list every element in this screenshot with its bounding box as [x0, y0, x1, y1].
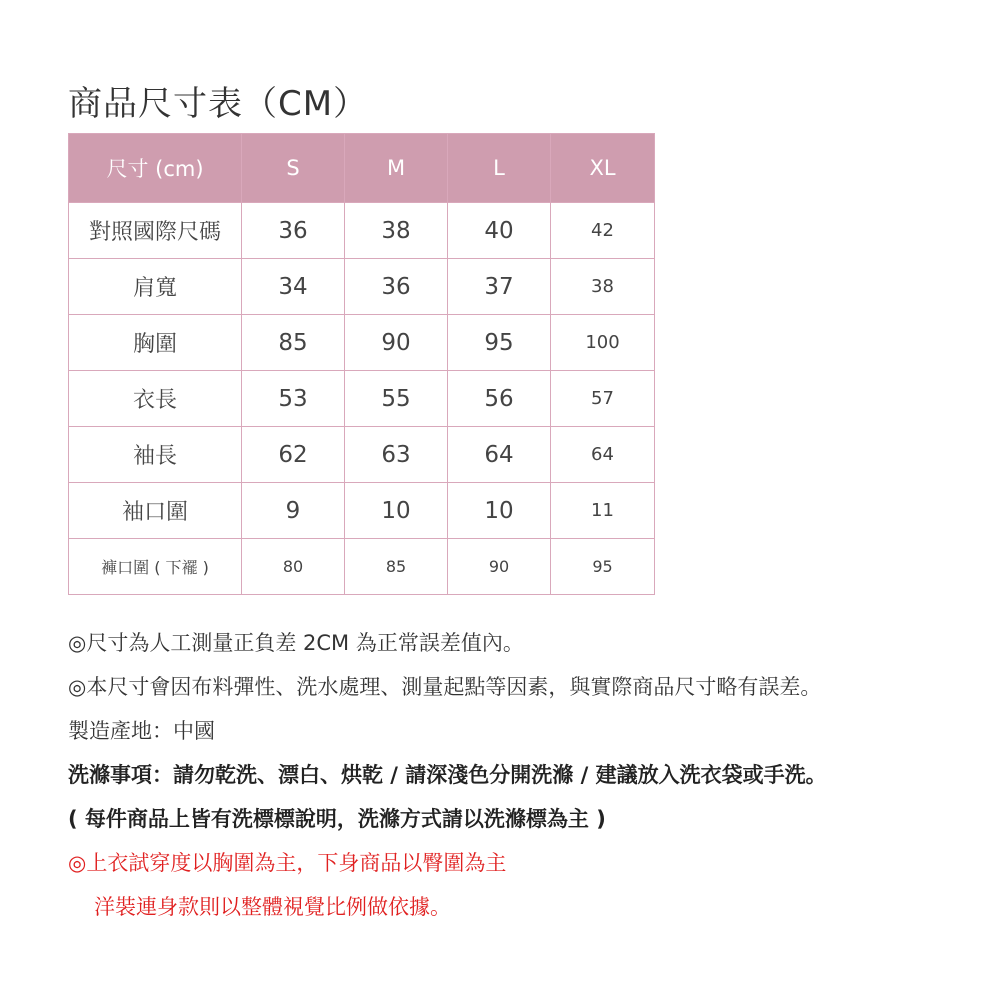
note-fabric-variance: ◎本尺寸會因布料彈性、洗水處理、測量起點等因素，與實際商品尺寸略有誤差。	[68, 675, 822, 699]
page-title: 商品尺寸表（CM）	[68, 84, 369, 124]
cell-value: 64	[448, 427, 551, 483]
cell-value: 90	[448, 539, 551, 595]
cell-value: 40	[448, 203, 551, 259]
cell-value: 85	[345, 539, 448, 595]
note-origin: 製造產地：中國	[68, 719, 215, 743]
row-label: 衣長	[69, 371, 242, 427]
row-label: 胸圍	[69, 315, 242, 371]
table-row	[69, 315, 655, 371]
cell-value: 64	[551, 427, 655, 483]
cell-value: 36	[242, 203, 345, 259]
notes-section	[68, 628, 968, 936]
cell-value: 55	[345, 371, 448, 427]
cell-value: 95	[551, 539, 655, 595]
table-row	[69, 483, 655, 539]
cell-value: 53	[242, 371, 345, 427]
header-size-m: M	[345, 134, 448, 203]
note-wash-label: ( 每件商品上皆有洗標標說明，洗滌方式請以洗滌標為主 )	[68, 807, 606, 831]
row-label: 袖口圍	[69, 483, 242, 539]
cell-value: 63	[345, 427, 448, 483]
cell-value: 38	[345, 203, 448, 259]
cell-value: 100	[551, 315, 655, 371]
cell-value: 36	[345, 259, 448, 315]
cell-value: 95	[448, 315, 551, 371]
row-label: 袖長	[69, 427, 242, 483]
cell-value: 37	[448, 259, 551, 315]
header-size-label: 尺寸 (cm)	[69, 134, 242, 203]
cell-value: 57	[551, 371, 655, 427]
cell-value: 80	[242, 539, 345, 595]
note-washing-instructions: 洗滌事項：請勿乾洗、漂白、烘乾 / 請深淺色分開洗滌 / 建議放入洗衣袋或手洗。	[68, 763, 827, 787]
row-label: 對照國際尺碼	[69, 203, 242, 259]
table-row	[69, 427, 655, 483]
note-dress-fit: 洋裝連身款則以整體視覺比例做依據。	[94, 895, 451, 919]
cell-value: 10	[345, 483, 448, 539]
cell-value: 11	[551, 483, 655, 539]
cell-value: 42	[551, 203, 655, 259]
table-row	[69, 371, 655, 427]
header-size-xl: XL	[551, 134, 655, 203]
cell-value: 38	[551, 259, 655, 315]
cell-value: 9	[242, 483, 345, 539]
cell-value: 10	[448, 483, 551, 539]
table-row	[69, 203, 655, 259]
note-tolerance: ◎尺寸為人工測量正負差 2CM 為正常誤差值內。	[68, 631, 524, 655]
cell-value: 56	[448, 371, 551, 427]
row-label: 肩寬	[69, 259, 242, 315]
header-size-l: L	[448, 134, 551, 203]
table-header-row	[69, 134, 655, 203]
row-label: 褲口圍 ( 下襬 )	[69, 539, 242, 595]
cell-value: 90	[345, 315, 448, 371]
table-row	[69, 539, 655, 595]
cell-value: 85	[242, 315, 345, 371]
header-size-s: S	[242, 134, 345, 203]
cell-value: 34	[242, 259, 345, 315]
note-fit-guide: ◎上衣試穿度以胸圍為主，下身商品以臀圍為主	[68, 851, 507, 875]
size-chart-table	[68, 133, 655, 595]
table-row	[69, 259, 655, 315]
cell-value: 62	[242, 427, 345, 483]
